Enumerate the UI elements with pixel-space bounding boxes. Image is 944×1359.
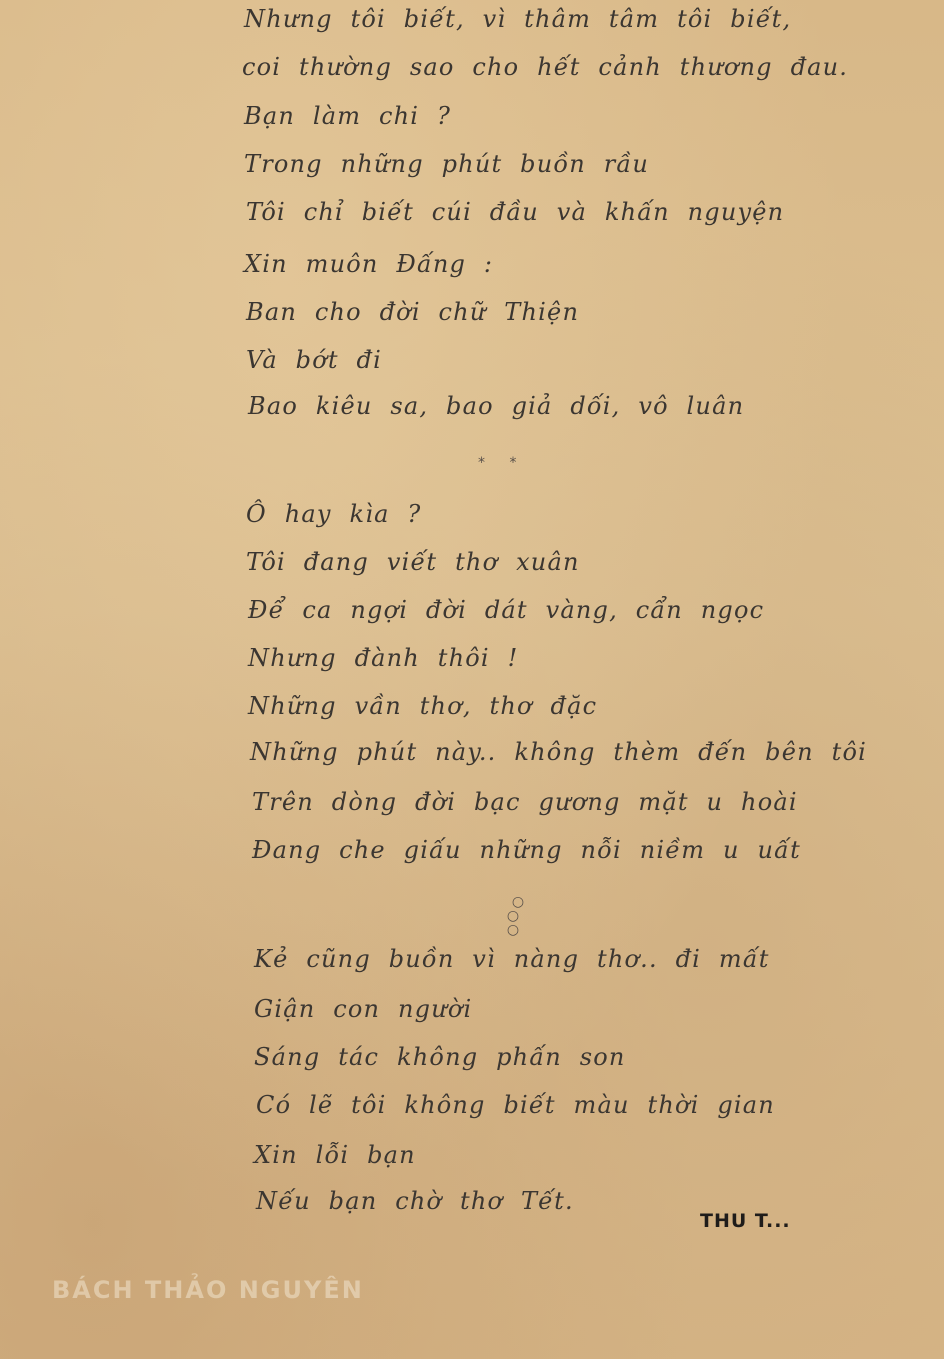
poem-line: Ô hay kìa ? [246,500,422,528]
stanza-separator [495,895,541,937]
author-signature: THU T... [700,1210,791,1232]
poem-line: Giận con người [254,995,473,1023]
poem-line: Trên dòng đời bạc gương mặt u hoài [252,788,798,816]
poem-line: Kẻ cũng buồn vì nàng thơ.. đi mất [254,945,770,973]
poem-line: Nhưng đành thôi ! [248,644,519,672]
poem-line: Đang che giấu những nỗi niềm u uất [252,836,801,864]
poem-line: Bao kiêu sa, bao giả dối, vô luân [248,392,745,420]
poem-line: Nhưng tôi biết, vì thâm tâm tôi biết, [244,5,792,33]
poem-line: Những vần thơ, thơ đặc [248,692,598,720]
poem-line: Và bớt đi [246,346,382,374]
poem-line: Những phút này.. không thèm đến bên tôi [250,738,867,766]
poem-line: Sáng tác không phấn son [254,1043,626,1071]
separator-dot: ○ [511,894,525,910]
poem-line: Xin muôn Đấng : [244,250,494,278]
poem-line: Nếu bạn chờ thơ Tết. [256,1187,574,1215]
separator-dots: ○ ○ [506,908,530,938]
stanza-separator: * * [478,455,527,471]
poem-line: Có lẽ tôi không biết màu thời gian [256,1091,775,1119]
poem-line: coi thường sao cho hết cảnh thương đau. [242,53,849,81]
poem-line: Bạn làm chi ? [244,102,452,130]
poem-line: Xin lỗi bạn [254,1141,416,1169]
poem-line: Để ca ngợi đời dát vàng, cẩn ngọc [248,596,765,624]
poem-line: Tôi chỉ biết cúi đầu và khấn nguyện [246,198,785,226]
library-stamp: BÁCH THẢO NGUYÊN [52,1276,364,1304]
poem-line: Trong những phút buồn rầu [244,150,649,178]
poem-line: Ban cho đời chữ Thiện [246,298,580,326]
poem-line: Tôi đang viết thơ xuân [246,548,580,576]
